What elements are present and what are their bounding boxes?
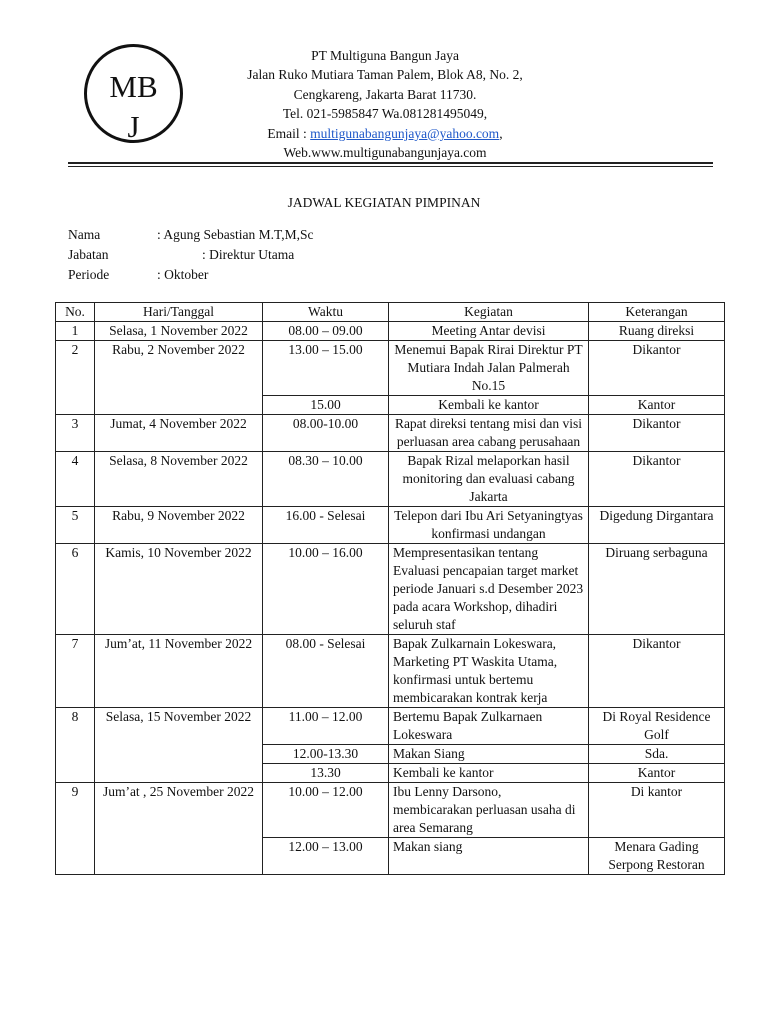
company-name: PT Multiguna Bangun Jaya xyxy=(311,48,459,63)
table-row xyxy=(56,544,725,635)
personal-info xyxy=(68,225,468,284)
info-row-jabatan xyxy=(68,245,468,265)
cell-note: Diruang serbaguna xyxy=(589,544,725,635)
schedule-table xyxy=(55,302,725,875)
header-rule-thin xyxy=(68,166,713,167)
cell-note: Di Royal Residence Golf xyxy=(589,708,725,745)
cell-time: 08.00 – 09.00 xyxy=(263,322,389,341)
company-phone: Tel. 021-5985847 Wa.081281495049, xyxy=(282,106,488,122)
cell-no: 7 xyxy=(56,635,95,708)
jabatan-label: Jabatan xyxy=(68,246,109,262)
cell-time: 11.00 – 12.00 xyxy=(263,708,389,745)
cell-no: 1 xyxy=(56,322,95,341)
cell-date: Selasa, 15 November 2022 xyxy=(95,708,263,783)
email-suffix: , xyxy=(499,125,503,141)
cell-note: Kantor xyxy=(589,764,725,783)
header-rule-thick xyxy=(68,162,713,164)
cell-date: Rabu, 2 November 2022 xyxy=(95,341,263,415)
company-website: Web.www.multigunabangunjaya.com xyxy=(283,145,487,161)
periode-label: Periode xyxy=(68,266,110,282)
cell-note: Di kantor xyxy=(589,783,725,838)
cell-no: 9 xyxy=(56,783,95,875)
cell-no: 5 xyxy=(56,507,95,544)
cell-time: 08.00 - Selesai xyxy=(263,635,389,708)
cell-date: Kamis, 10 November 2022 xyxy=(95,544,263,635)
cell-time: 13.00 – 15.00 xyxy=(263,341,389,396)
letterhead xyxy=(205,46,565,162)
email-link[interactable]: multigunabangunjaya@yahoo.com xyxy=(310,125,500,141)
cell-activity: Menemui Bapak Rirai Direktur PT Mutiara Indah Jalan Palmerah No.15 xyxy=(389,341,589,396)
cell-no: 3 xyxy=(56,415,95,452)
cell-note: Ruang direksi xyxy=(589,322,725,341)
document-title: JADWAL KEGIATAN PIMPINAN xyxy=(287,195,481,210)
header-date: Hari/Tanggal xyxy=(95,303,263,322)
cell-time: 12.00 – 13.00 xyxy=(263,838,389,875)
cell-activity: Bapak Zulkarnain Lokeswara, Marketing PT Waskita Utama, konfirmasi untuk bertemu membicarakan kontrak kerja xyxy=(389,635,589,708)
cell-date: Jum’at, 11 November 2022 xyxy=(95,635,263,708)
company-address-line2: Cengkareng, Jakarta Barat 11730. xyxy=(293,86,477,102)
cell-activity: Kembali ke kantor xyxy=(389,396,589,415)
periode-value: : Oktober xyxy=(157,266,209,282)
cell-no: 2 xyxy=(56,341,95,415)
header-activity: Kegiatan xyxy=(389,303,589,322)
cell-time: 12.00-13.30 xyxy=(263,745,389,764)
cell-date: Selasa, 1 November 2022 xyxy=(95,322,263,341)
cell-note: Dikantor xyxy=(589,635,725,708)
cell-activity: Kembali ke kantor xyxy=(389,764,589,783)
table-row xyxy=(56,635,725,708)
logo-text-line2: J xyxy=(127,109,140,144)
cell-note: Dikantor xyxy=(589,415,725,452)
company-email-line xyxy=(205,124,565,143)
cell-date: Jum’at , 25 November 2022 xyxy=(95,783,263,875)
header-no: No. xyxy=(56,303,95,322)
cell-activity: Makan siang xyxy=(389,838,589,875)
cell-activity: Meeting Antar devisi xyxy=(389,322,589,341)
cell-activity: Telepon dari Ibu Ari Setyaningtyas konfirmasi undangan xyxy=(389,507,589,544)
email-label: Email : xyxy=(267,125,311,141)
cell-activity: Mempresentasikan tentang Evaluasi pencapaian target market periode Januari s.d Desember 2023 pada acara Workshop, dihadiri seluruh staf xyxy=(389,544,589,635)
header-note: Keterangan xyxy=(589,303,725,322)
cell-time: 08.00-10.00 xyxy=(263,415,389,452)
cell-activity: Rapat direksi tentang misi dan visi perluasan area cabang perusahaan xyxy=(389,415,589,452)
table-header-row xyxy=(56,303,725,322)
cell-date: Jumat, 4 November 2022 xyxy=(95,415,263,452)
cell-no: 8 xyxy=(56,708,95,783)
cell-activity: Makan Siang xyxy=(389,745,589,764)
nama-label: Nama xyxy=(68,227,101,242)
table-row xyxy=(56,415,725,452)
table-row xyxy=(56,507,725,544)
cell-date: Selasa, 8 November 2022 xyxy=(95,452,263,507)
table-row xyxy=(56,322,725,341)
table-row xyxy=(56,341,725,396)
cell-time: 15.00 xyxy=(263,396,389,415)
cell-note: Digedung Dirgantara xyxy=(589,507,725,544)
cell-note: Dikantor xyxy=(589,341,725,396)
cell-time: 08.30 – 10.00 xyxy=(263,452,389,507)
cell-note: Sda. xyxy=(589,745,725,764)
table-row xyxy=(56,708,725,745)
cell-note: Menara Gading Serpong Restoran xyxy=(589,838,725,875)
info-row-periode xyxy=(68,265,468,285)
cell-activity: Bapak Rizal melaporkan hasil monitoring dan evaluasi cabang Jakarta xyxy=(389,452,589,507)
cell-note: Kantor xyxy=(589,396,725,415)
cell-time: 16.00 - Selesai xyxy=(263,507,389,544)
table-row xyxy=(56,452,725,507)
cell-time: 10.00 – 12.00 xyxy=(263,783,389,838)
cell-activity: Bertemu Bapak Zulkarnaen Lokeswara xyxy=(389,708,589,745)
company-address-line1: Jalan Ruko Mutiara Taman Palem, Blok A8, No. 2, xyxy=(247,67,523,83)
header-time: Waktu xyxy=(263,303,389,322)
info-row-nama xyxy=(68,225,468,245)
cell-no: 6 xyxy=(56,544,95,635)
cell-note: Dikantor xyxy=(589,452,725,507)
cell-time: 10.00 – 16.00 xyxy=(263,544,389,635)
logo-text-line1: MB xyxy=(109,69,158,104)
jabatan-value: : Direktur Utama xyxy=(202,246,295,262)
cell-time: 13.30 xyxy=(263,764,389,783)
cell-date: Rabu, 9 November 2022 xyxy=(95,507,263,544)
cell-activity: Ibu Lenny Darsono, membicarakan perluasan usaha di area Semarang xyxy=(389,783,589,838)
company-logo xyxy=(84,44,183,143)
table-row xyxy=(56,783,725,838)
nama-value: : Agung Sebastian M.T,M,Sc xyxy=(157,227,314,242)
cell-no: 4 xyxy=(56,452,95,507)
